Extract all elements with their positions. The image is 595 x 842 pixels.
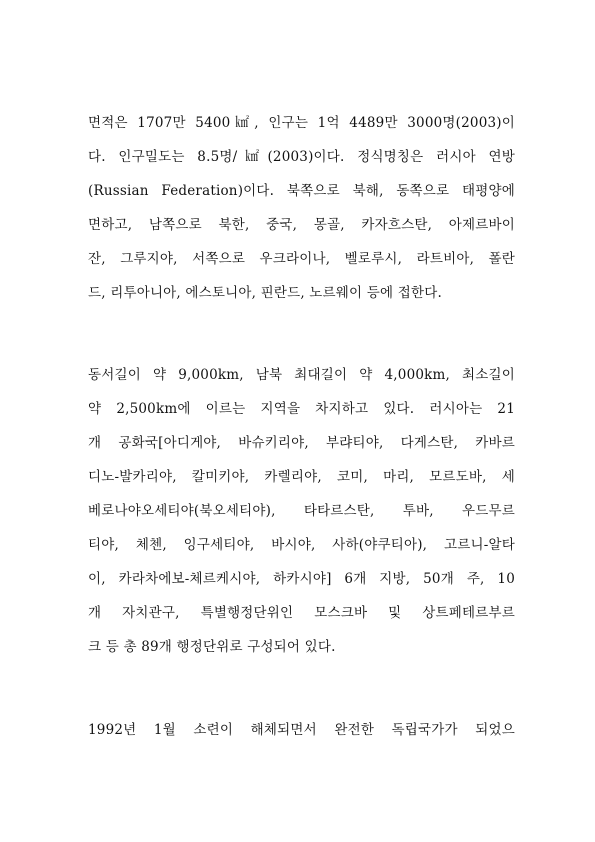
- text-line: 잔, 그루지야, 서쪽으로 우크라이나, 벨로루시, 라트비아, 폴란: [88, 251, 515, 267]
- paragraph-independence: [88, 713, 515, 747]
- text-line: 이, 카라차에보-체르케시야, 하카시야] 6개 지방, 50개 주, 10: [88, 571, 515, 587]
- text-line: 1992년 1월 소련이 해체되면서 완전한 독립국가가 되었으: [88, 722, 515, 738]
- paragraph-area-population: [88, 106, 515, 310]
- text-line: 드, 리투아니아, 에스토니아, 핀란드, 노르웨이 등에 접한다.: [88, 285, 442, 301]
- text-line: 개 자치관구, 특별행정단위인 모스크바 및 상트페테르부르: [88, 605, 515, 621]
- text-line: 면하고, 남쪽으로 북한, 중국, 몽골, 카자흐스탄, 아제르바이: [88, 217, 515, 233]
- text-line: 디노-발카리야, 칼미키야, 카렐리야, 코미, 마리, 모르도바, 세: [88, 469, 515, 485]
- text-line: 동서길이 약 9,000km, 남북 최대길이 약 4,000km, 최소길이: [88, 367, 515, 383]
- text-line: 크 등 총 89개 행정단위로 구성되어 있다.: [88, 639, 336, 655]
- text-line: 개 공화국[아디게야, 바슈키리야, 부랴티야, 다게스탄, 카바르: [88, 435, 515, 451]
- text-line: (Russian Federation)이다. 북쪽으로 북해, 동쪽으로 태평양에: [88, 183, 515, 199]
- text-line: 티야, 체첸, 잉구세티야, 바시야, 사하(야쿠티아), 고르니-알타: [88, 537, 515, 553]
- text-line: 다. 인구밀도는 8.5명/㎢(2003)이다. 정식명칭은 러시아 연방: [88, 149, 515, 165]
- text-line: 베로나야오세티야(북오세티야), 타타르스탄, 투바, 우드무르: [88, 503, 515, 519]
- paragraph-territory-administration: [88, 358, 515, 664]
- text-line: 약 2,500km에 이르는 지역을 차지하고 있다. 러시아는 21: [88, 401, 515, 417]
- text-line: 면적은 1707만 5400㎢, 인구는 1억 4489만 3000명(2003)이: [88, 115, 515, 131]
